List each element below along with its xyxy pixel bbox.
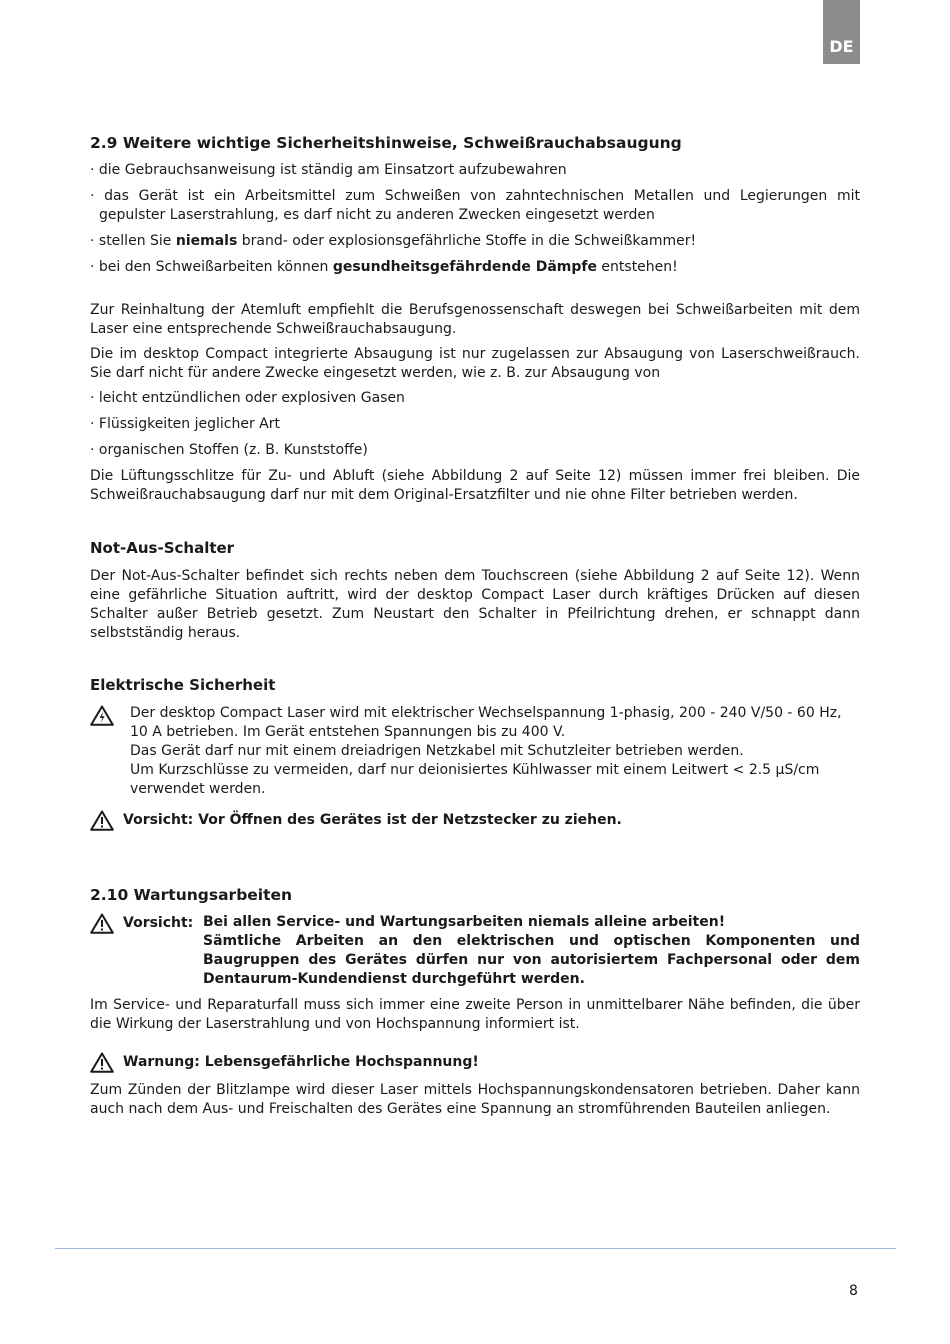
warning-icon	[90, 913, 114, 934]
warning-icon	[90, 1052, 114, 1073]
paragraph: Der desktop Compact Laser wird mit elektrischer Wechselspannung 1-phasig, 200 - 240 V/50 - 60 Hz, 10 A betrieben. Im Gerät entstehen Spannungen bis zu 400 V.	[130, 705, 842, 740]
paragraph: Die im desktop Compact integrierte Absaugung ist nur zugelassen zur Absaugung von Laserschweißrauch. Sie darf nicht für andere Zwecke eingesetzt werden, wie z. B. zur Absaugung von	[90, 346, 860, 381]
bullet-item	[90, 232, 860, 251]
bullet-text: · bei den Schweißarbeiten können	[90, 259, 333, 275]
footer-divider	[55, 1248, 896, 1249]
vorsicht-label: Vorsicht:	[123, 915, 194, 931]
caution-note	[90, 810, 860, 831]
list-item: · Flüssigkeiten jeglicher Art	[90, 416, 280, 432]
warning-note	[90, 1052, 860, 1073]
paragraph: Der Not-Aus-Schalter befindet sich rechts neben dem Touchscreen (siehe Abbildung 2 auf Seite 12). Wenn eine gefährliche Situation auftritt, wird der desktop Compact Laser durch kräftiges Drücken auf diesen Schalter außer Betrieb gesetzt. Zum Neustart den Schalter in Pfeilrichtung drehen, er schnappt dann selbstständig heraus.	[90, 568, 860, 641]
paragraph: Um Kurzschlüsse zu vermeiden, darf nur deionisiertes Kühlwasser mit einem Leitwert < 2.5 µS/cm verwendet werden.	[130, 762, 820, 797]
language-label: DE	[829, 37, 854, 56]
bullet-emphasis: niemals	[175, 233, 238, 249]
paragraph: Zum Zünden der Blitzlampe wird dieser Laser mittels Hochspannungskondensatoren betrieben. Daher kann auch nach dem Aus- und Freischalten des Gerätes eine Spannung an stromführenden Bauteilen anliegen.	[90, 1082, 860, 1117]
paragraph: Zur Reinhaltung der Atemluft empfiehlt die Berufsgenossenschaft deswegen bei Schweißarbeiten mit dem Laser eine entsprechende Schweißrauchabsaugung.	[90, 302, 860, 337]
warning-text: Warnung: Lebensgefährliche Hochspannung!	[123, 1054, 479, 1070]
vorsicht-note	[90, 913, 860, 989]
elektrische-sicherheit-heading: Elektrische Sicherheit	[90, 676, 276, 694]
paragraph: Die Lüftungsschlitze für Zu- und Abluft (siehe Abbildung 2 auf Seite 12) müssen immer frei bleiben. Die Schweißrauchabsaugung darf nur mit dem Original-Ersatzfilter und nie ohne Filter betrieben werden.	[90, 468, 860, 503]
list-item: · leicht entzündlichen oder explosiven Gasen	[90, 390, 405, 406]
caution-text: Vorsicht: Vor Öffnen des Gerätes ist der Netzstecker zu ziehen.	[123, 812, 622, 828]
bullet-item	[90, 258, 860, 277]
page-content	[90, 134, 860, 1119]
bullet-item: · die Gebrauchsanweisung ist ständig am Einsatzort aufzubewahren	[90, 162, 567, 178]
vorsicht-text: Sämtliche Arbeiten an den elektrischen und optischen Komponenten und Baugruppen des Gerätes dürfen nur von autorisiertem Fachpersonal oder dem Dentaurum-Kundendienst durchgeführt werden.	[203, 933, 860, 987]
vorsicht-text: Bei allen Service- und Wartungsarbeiten niemals alleine arbeiten!	[203, 914, 726, 930]
language-tab	[823, 0, 860, 64]
bullet-text: · stellen Sie	[90, 233, 176, 249]
paragraph: Das Gerät darf nur mit einem dreiadrigen Netzkabel mit Schutzleiter betrieben werden.	[130, 743, 744, 759]
warning-icon	[90, 810, 114, 831]
bullet-emphasis: gesundheitsgefährdende Dämpfe	[332, 259, 597, 275]
electric-hazard-note	[90, 704, 860, 799]
section-2-10-heading: 2.10 Wartungsarbeiten	[90, 886, 293, 904]
page-number: 8	[849, 1283, 858, 1299]
notaus-heading: Not-Aus-Schalter	[90, 539, 235, 557]
bullet-text: brand- oder explosionsgefährliche Stoffe in die Schweißkammer!	[237, 233, 697, 249]
section-2-9-heading: 2.9 Weitere wichtige Sicherheitshinweise, Schweißrauchabsaugung	[90, 134, 682, 152]
electric-hazard-icon	[90, 704, 130, 732]
bullet-text: entstehen!	[596, 259, 678, 275]
paragraph: Im Service- und Reparaturfall muss sich immer eine zweite Person in unmittelbarer Nähe befinden, die über die Wirkung der Laserstrahlung und von Hochspannung informiert ist.	[90, 997, 860, 1032]
bullet-item: · das Gerät ist ein Arbeitsmittel zum Schweißen von zahntechnischen Metallen und Legierungen mit gepulster Laserstrahlung, es darf nicht zu anderen Zwecken eingesetzt werden	[90, 188, 860, 223]
list-item: · organischen Stoffen (z. B. Kunststoffe)	[90, 442, 368, 458]
